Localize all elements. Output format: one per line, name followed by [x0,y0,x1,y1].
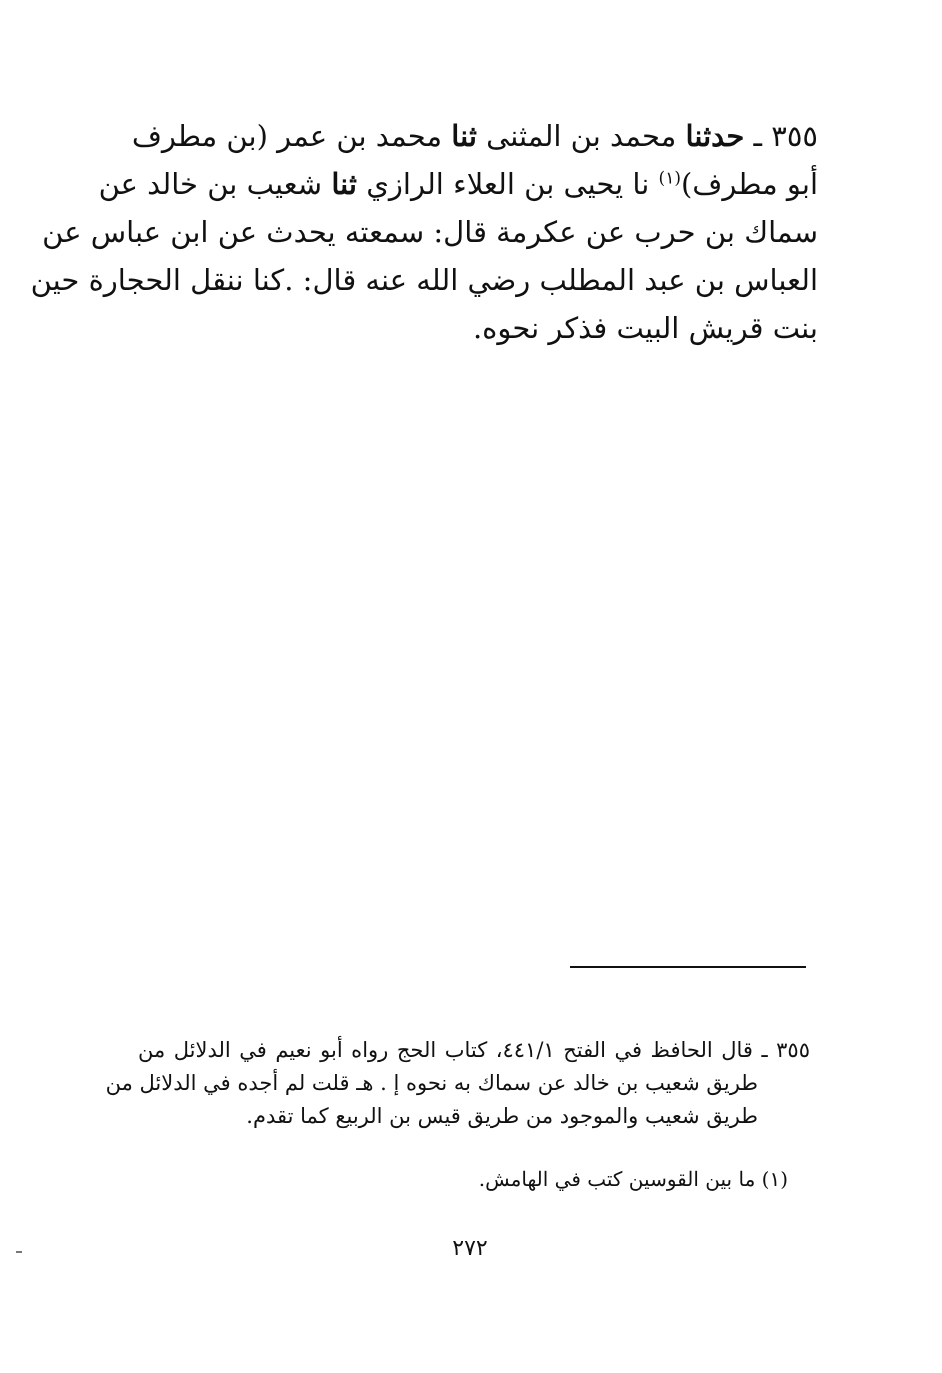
scan-mark [16,1251,22,1253]
footnote: (١) ما بين القوسين كتب في الهامش. [478,1167,788,1191]
narrator-name: أبو مطرف) [680,167,818,201]
commentary-line-3: طريق شعيب والموجود من طريق قيس بن الربيع كما تقدم. [246,1104,758,1128]
page-number: ٢٧٢ [452,1236,488,1261]
narrator-name: شعيب بن خالد عن [98,167,323,201]
commentary-note [105,1034,810,1133]
footnote-reference: (١) [658,168,681,189]
hadith-line-4: العباس بن عبد المطلب رضي الله عنه قال: .كنا ننقل الحجارة حين [30,263,818,297]
hadith-line-1 [131,112,818,160]
narration-term: ثنا [331,167,357,201]
commentary-line-2: طريق شعيب بن خالد عن سماك به نحوه إ . هـ قلت لم أجده في الدلائل من [105,1071,758,1095]
hadith-number: ٣٥٥ ـ [753,119,818,153]
hadith-text [30,112,818,352]
narrator-name: محمد بن عمر (بن مطرف [131,119,443,153]
narrator-name: محمد بن المثنى [486,119,677,153]
narration-term: حدثنا [685,119,745,153]
hadith-line-2 [98,160,818,208]
hadith-line-5: بنت قريش البيت فذكر نحوه. [472,311,818,345]
commentary-line-1: ٣٥٥ ـ قال الحافظ في الفتح ٤٤١/١، كتاب الحج رواه أبو نعيم في الدلائل من [138,1038,810,1062]
narration-term: ثنا [451,119,477,153]
hadith-line-3: سماك بن حرب عن عكرمة قال: سمعته يحدث عن ابن عباس عن [42,215,818,249]
footnote-separator [570,966,806,968]
narrator-name: نا يحيى بن العلاء الرازي [366,167,650,201]
